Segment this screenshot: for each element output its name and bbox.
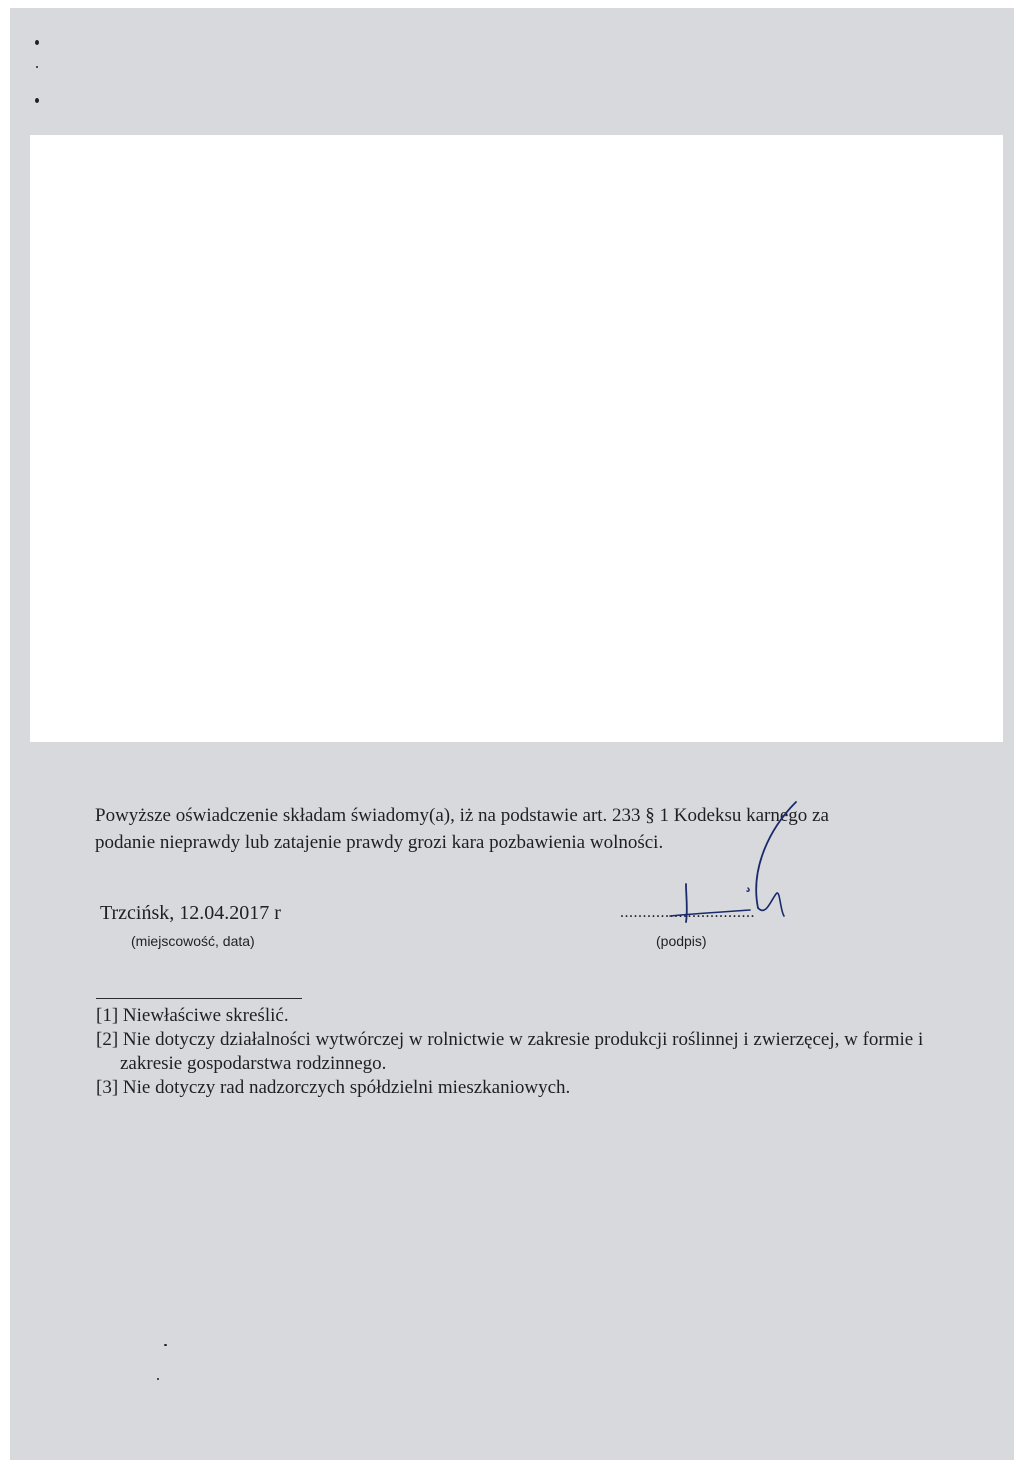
footnote-2: [2] Nie dotyczy działalności wytwórczej w rolnictwie w zakresie produkcji roślinnej i zwierzęcej, w formie i zakresie gospodarstwa rodzinnego. xyxy=(96,1029,924,1074)
footnote-3: [3] Nie dotyczy rad nadzorczych spółdzielni mieszkaniowych. xyxy=(96,1077,571,1098)
signature-line: .............................. xyxy=(620,904,755,921)
scan-speck xyxy=(157,1378,159,1380)
scan-speck xyxy=(36,66,38,68)
statement-line-2: podanie nieprawdy lub zatajenie prawdy grozi kara pozbawienia wolności. xyxy=(95,832,664,853)
footnotes-list xyxy=(96,1004,956,1100)
footnote-divider xyxy=(96,998,302,999)
footnote-1: [1] Niewłaściwe skreślić. xyxy=(96,1005,289,1026)
place-date-caption: (miejscowość, data) xyxy=(131,933,255,949)
scan-speck xyxy=(35,40,39,45)
scan-speck xyxy=(164,1344,167,1346)
place-date: Trzcińsk, 12.04.2017 r xyxy=(100,902,281,924)
statement-line-1: Powyższe oświadczenie składam świadomy(a), iż na podstawie art. 233 § 1 Kodeksu karnego za xyxy=(95,805,829,826)
signature-caption: (podpis) xyxy=(656,933,707,949)
handwritten-signature xyxy=(630,798,830,938)
scanned-page xyxy=(10,8,1014,1460)
redacted-area xyxy=(30,135,1003,742)
scan-speck xyxy=(35,98,39,103)
